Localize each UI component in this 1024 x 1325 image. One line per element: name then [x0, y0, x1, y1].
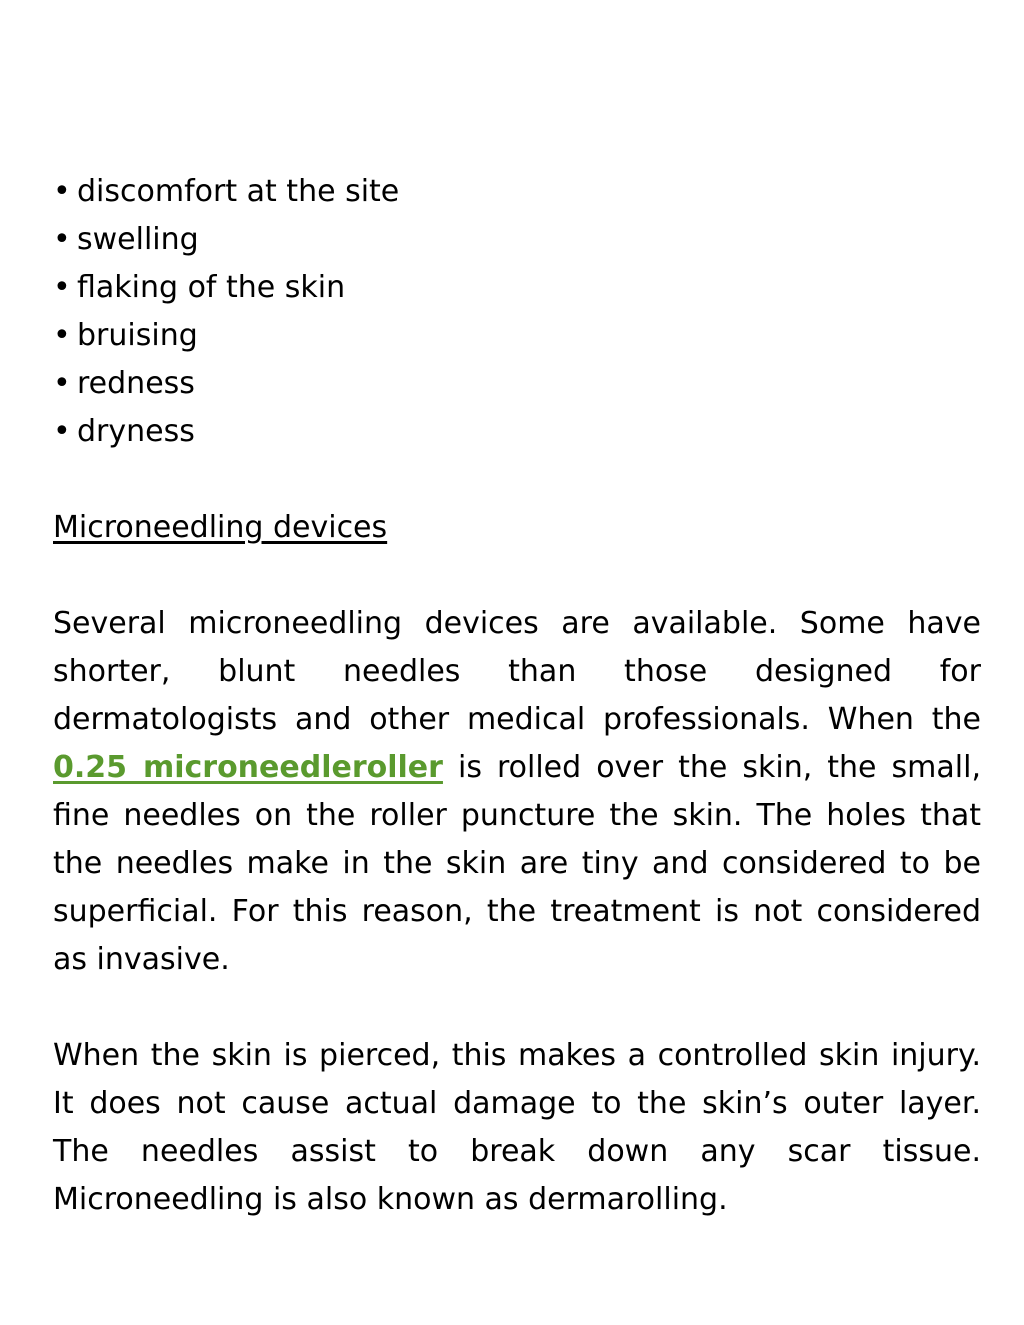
list-item — [53, 360, 981, 408]
bullet-icon: • — [53, 318, 71, 353]
list-item — [53, 408, 981, 456]
section-heading: Microneedling devices — [53, 510, 388, 545]
microneedleroller-link[interactable]: 0.25 microneedleroller — [53, 750, 443, 785]
paragraph-text: Several microneedling devices are available. Some have shorter, blunt needles than those designed for dermatologists and other medical professionals. When the — [53, 606, 981, 737]
list-item-text: bruising — [77, 318, 198, 353]
paragraph-injury: When the skin is pierced, this makes a controlled skin injury. It does not cause actual damage to the skin’s outer layer. The needles assist to break down any scar tissue. Microneedling is also known as dermarolling. — [53, 1038, 981, 1217]
list-item — [53, 216, 981, 264]
list-item-text: swelling — [77, 222, 199, 257]
bullet-icon: • — [53, 366, 71, 401]
list-item — [53, 264, 981, 312]
bullet-icon: • — [53, 174, 71, 209]
list-item-text: discomfort at the site — [77, 174, 400, 209]
list-item-text: flaking of the skin — [77, 270, 346, 305]
list-item — [53, 312, 981, 360]
bullet-icon: • — [53, 414, 71, 449]
paragraph-text: is rolled over the skin, the small, fine needles on the roller puncture the skin. The holes that the needles make in the skin are tiny and considered to be superficial. For this reason, the treatment is not considered as invasive. — [53, 750, 981, 977]
document-page — [53, 168, 981, 1224]
side-effects-list — [53, 168, 981, 456]
list-item-text: redness — [77, 366, 195, 401]
list-item-text: dryness — [77, 414, 195, 449]
list-item — [53, 168, 981, 216]
paragraph-devices — [53, 600, 981, 984]
bullet-icon: • — [53, 270, 71, 305]
bullet-icon: • — [53, 222, 71, 257]
